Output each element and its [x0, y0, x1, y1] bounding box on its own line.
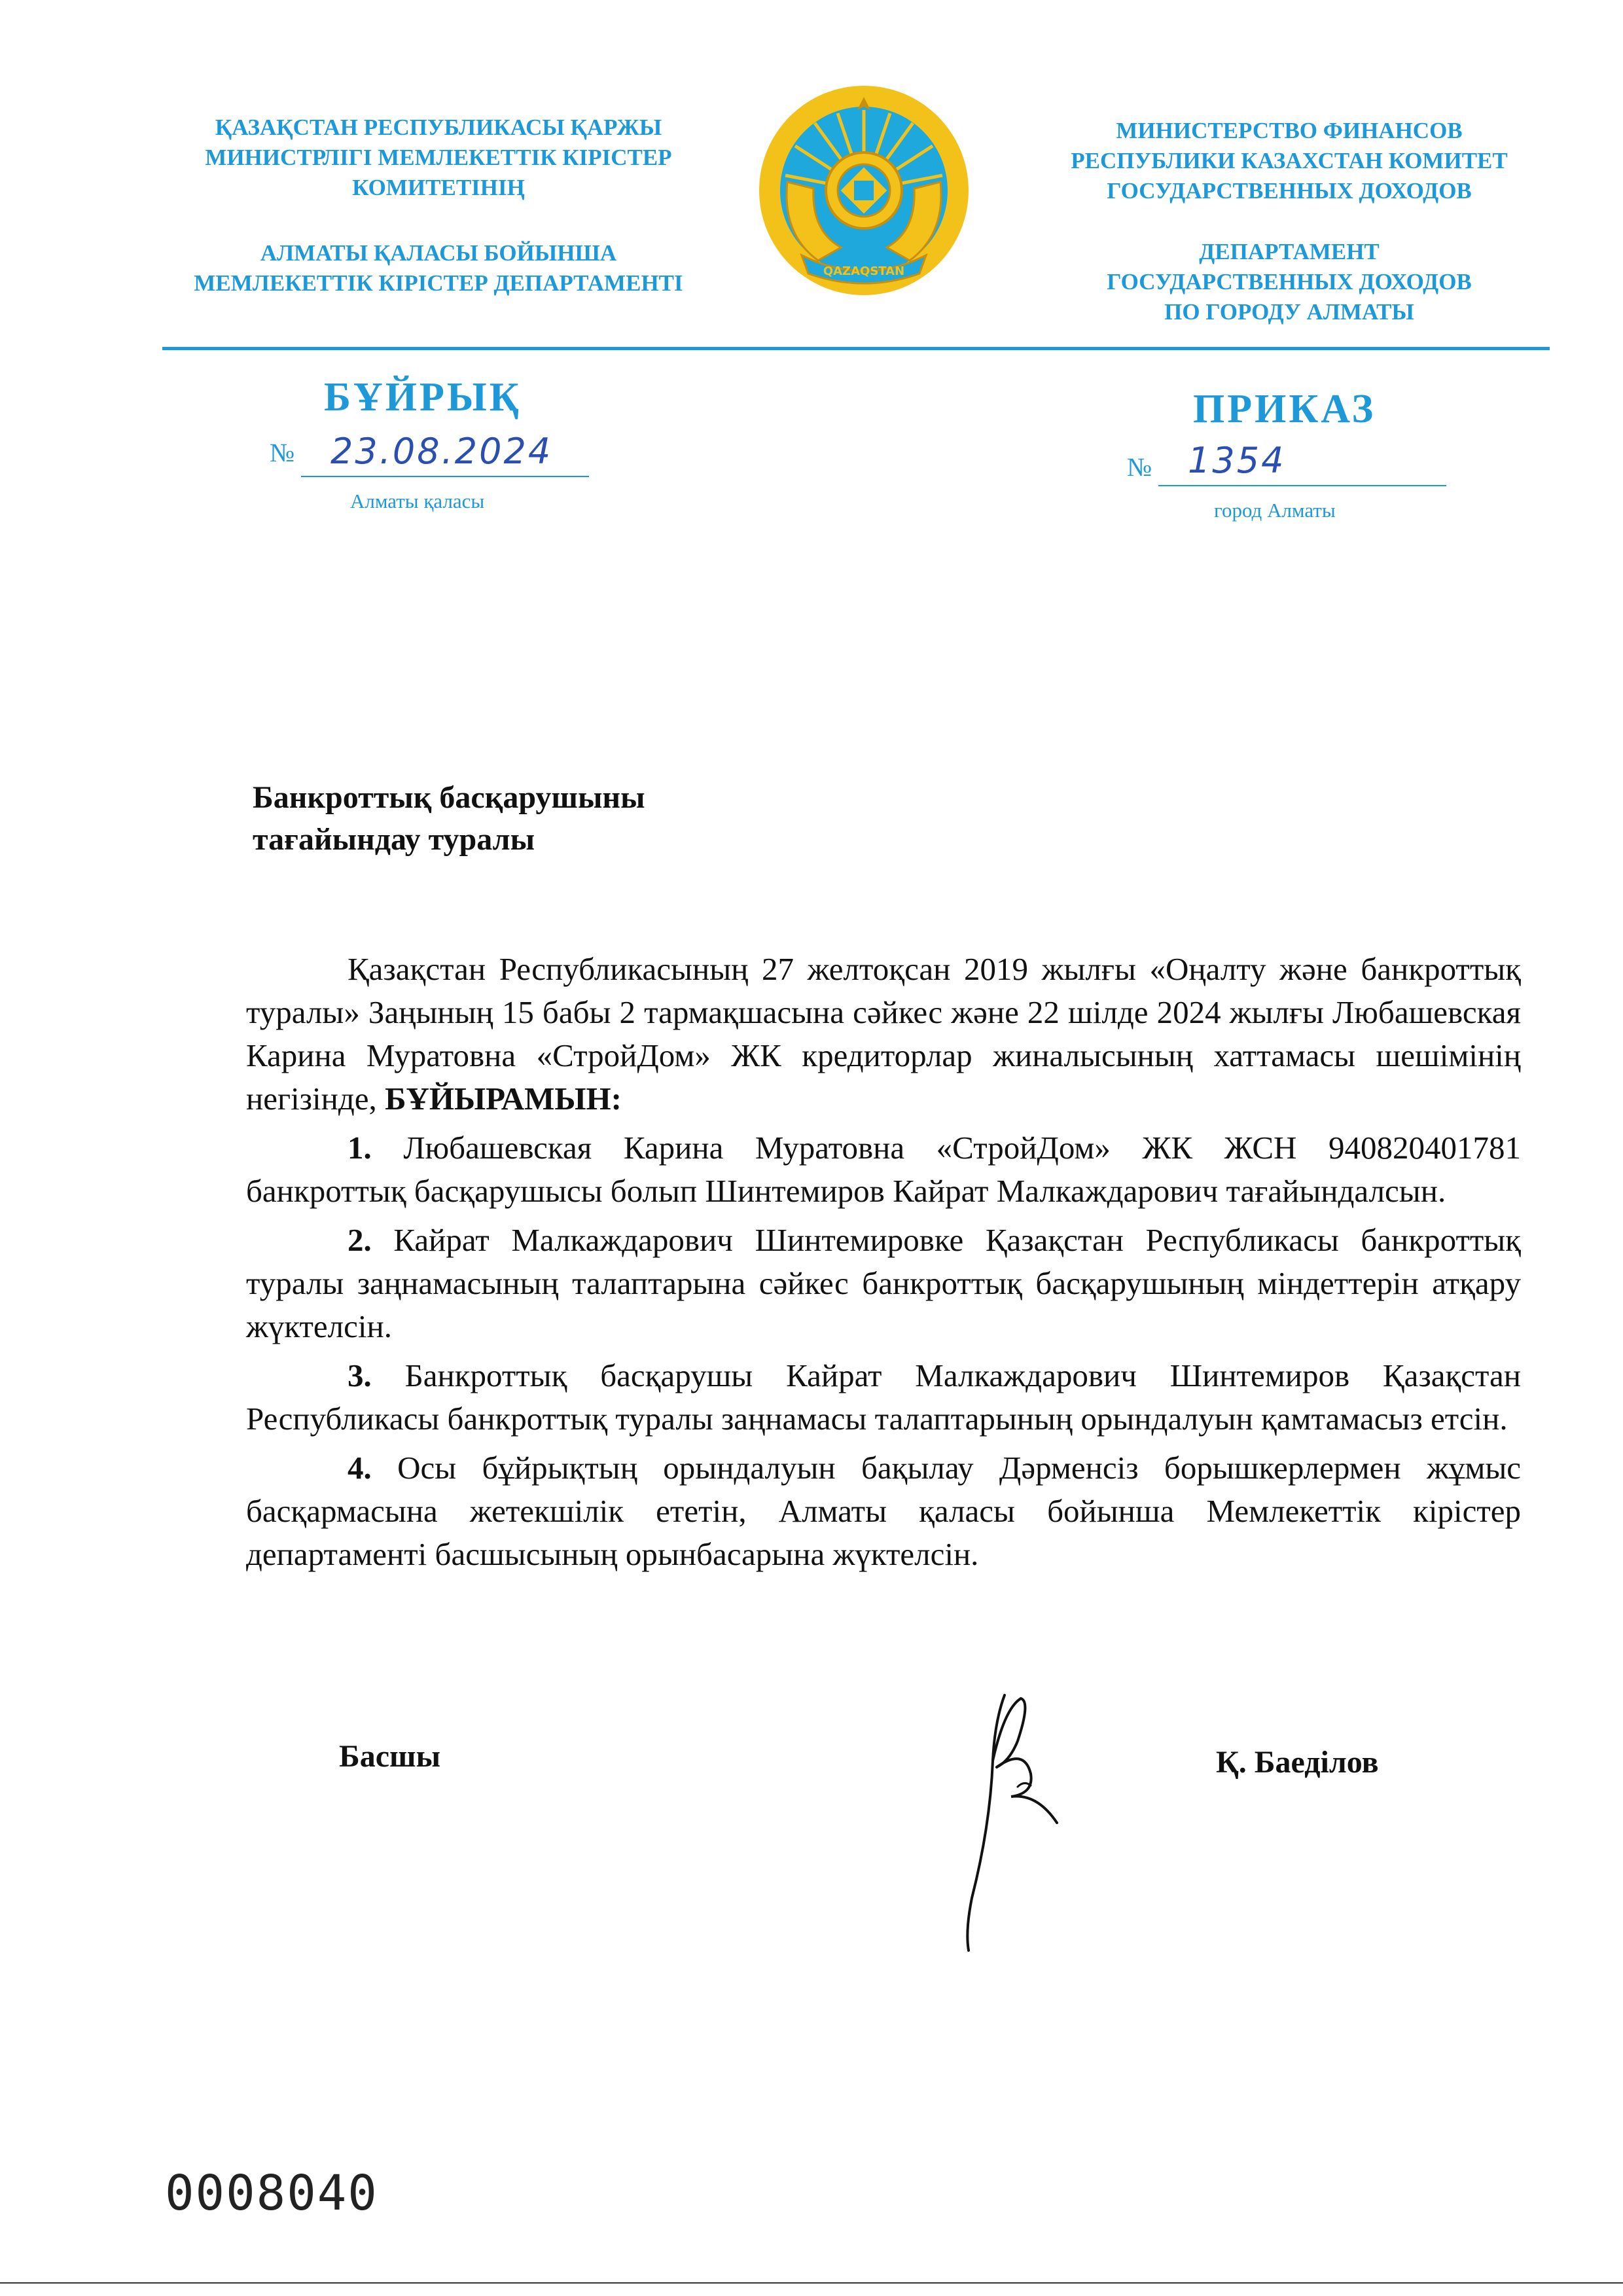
signatory-name: Қ. Баеділов: [1216, 1745, 1379, 1780]
order-item-text: Банкроттық басқарушы Кайрат Малкаждарович Шинтемиров Қазақстан Республикасы банкроттық туралы заңнамасы талаптарының орындалуын қамтамасыз етсін.: [246, 1357, 1521, 1437]
order-date-line: [301, 476, 589, 477]
header-right-line: ДЕПАРТАМЕНТ: [1199, 239, 1380, 264]
header-right-line: РЕСПУБЛИКИ КАЗАХСТАН КОМИТЕТ: [1071, 148, 1508, 173]
order-item-text: Кайрат Малкаждарович Шинтемировке Қазақстан Республикасы банкроттық туралы заңнамасының талаптарына сәйкес банкроттық басқарушының міндеттерін атқару жүктелсін.: [246, 1222, 1521, 1344]
header-left-line: МИНИСТРЛІГІ МЕМЛЕКЕТТІК КІРІСТЕР: [205, 145, 672, 170]
form-serial-number: 0008040: [165, 2165, 378, 2221]
header-left-committee: [131, 113, 746, 203]
header-divider: [162, 347, 1550, 350]
header-left-line: МЕМЛЕКЕТТІК КІРІСТЕР ДЕПАРТАМЕНТІ: [194, 270, 683, 296]
order-item-text: Любашевская Карина Муратовна «СтройДом» ЖК ЖСН 940820401781 банкроттық басқарушысы болып Шинтемиров Кайрат Малкаждарович тағайындалсын.: [246, 1130, 1521, 1209]
signatory-title: Басшы: [339, 1739, 441, 1774]
order-item: [246, 1354, 1521, 1441]
order-number-handwritten: 1354: [1188, 440, 1286, 481]
header-left-line: АЛМАТЫ ҚАЛАСЫ БОЙЫНША: [260, 240, 617, 266]
header-right-committee: [1021, 116, 1558, 206]
order-item: [246, 1446, 1521, 1576]
emblem-text: QAZAQSTAN: [823, 264, 905, 278]
header-left-department: [131, 238, 746, 298]
order-item: [246, 1126, 1521, 1213]
order-item-text: Осы бұйрықтың орындалуын бақылау Дәрменсіз борышкерлермен жұмыс басқармасына жетекшілік ететін, Алматы қаласы бойынша Мемлекеттік кірістер департаменті басшысының орынбасарына жүктелсін.: [246, 1450, 1521, 1572]
order-number-line: [1158, 485, 1446, 486]
order-number-sign-kz: №: [270, 438, 295, 467]
scan-edge-line: [0, 2282, 1623, 2284]
preamble-paragraph: [246, 948, 1521, 1121]
order-title-ru: ПРИКАЗ: [1193, 387, 1376, 431]
order-item-number: 3.: [348, 1357, 372, 1393]
header-left-line: КОМИТЕТІНІҢ: [352, 175, 525, 200]
order-body: [246, 948, 1521, 1582]
header-right-line: ПО ГОРОДУ АЛМАТЫ: [1164, 299, 1414, 325]
state-emblem-icon: [756, 84, 972, 297]
subject-line: Банкроттық басқарушыны: [253, 780, 645, 815]
header-right-line: МИНИСТЕРСТВО ФИНАНСОВ: [1116, 118, 1463, 143]
handwritten-signature-icon: [933, 1682, 1109, 1957]
order-title-kz: БҰЙРЫҚ: [324, 375, 522, 420]
order-date-handwritten: 23.08.2024: [330, 431, 553, 472]
order-subject: [253, 777, 645, 861]
order-item: [246, 1219, 1521, 1348]
order-item-number: 4.: [348, 1450, 372, 1486]
header-left-line: ҚАЗАҚСТАН РЕСПУБЛИКАСЫ ҚАРЖЫ: [215, 115, 662, 140]
order-number-sign-ru: №: [1127, 452, 1152, 482]
order-city-kz: Алматы қаласы: [350, 490, 485, 512]
order-word: БҰЙЫРАМЫН:: [385, 1081, 622, 1117]
header-right-line: ГОСУДАРСТВЕННЫХ ДОХОДОВ: [1107, 178, 1472, 204]
preamble-text: Қазақстан Республикасының 27 желтоқсан 2019 жылғы «Оңалту және банкроттық туралы» Заңының 15 бабы 2 тармақшасына сәйкес және 22 шілде 2024 жылғы Любашевская Карина Муратовна «СтройДом» ЖК кредиторлар жиналысының хаттамасы шешімінің негізінде,: [246, 951, 1521, 1117]
order-item-number: 2.: [348, 1222, 372, 1258]
header-right-department: [1021, 237, 1558, 327]
subject-line: тағайындау туралы: [253, 822, 535, 857]
order-city-ru: город Алматы: [1214, 499, 1336, 522]
header-right-line: ГОСУДАРСТВЕННЫХ ДОХОДОВ: [1107, 269, 1472, 295]
order-item-number: 1.: [348, 1130, 372, 1166]
